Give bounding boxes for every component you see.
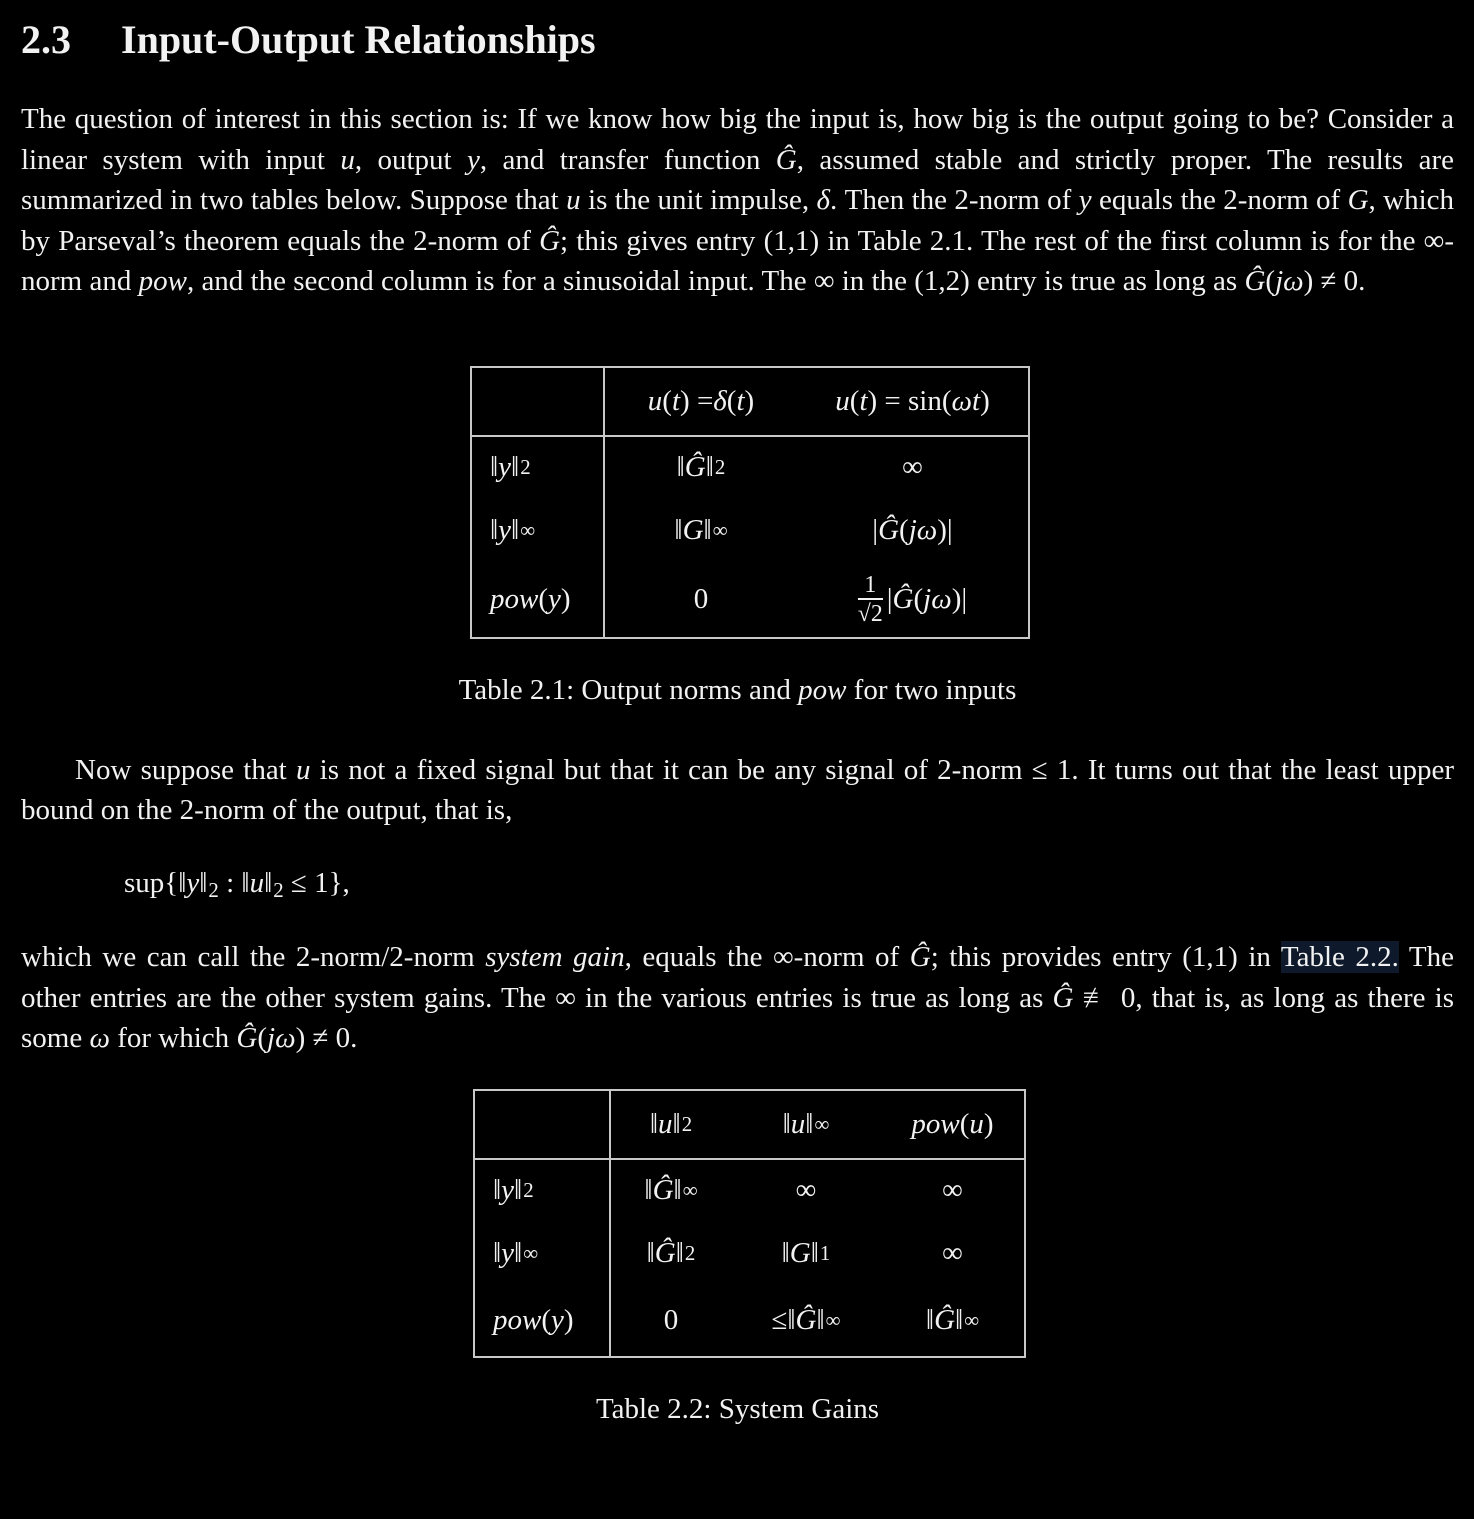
table-2-2-col-header-uinf: ‖ u ‖ ∞	[731, 1091, 881, 1160]
table-2-2-col-header-powu: pow ( u )	[881, 1091, 1024, 1160]
table-2-2-row-1-label: ‖ y ‖ 2	[475, 1160, 611, 1222]
fraction: $\frac{1}{√2}$	[857, 572, 883, 628]
paragraph-3: which we can call the 2-norm/2-norm system gain, equals the ∞-norm of Ĝ; this provides entry (1,1) in Table 2.2. The other entries are the other system gains. The ∞ in the various entries is true as long as Ĝ ≢ 0, that is, as long as there is some ω for which Ĝ(jω) ≠ 0.	[21, 941, 1455, 1055]
table-2-1-cell-2-1: ‖ G ‖ ∞	[674, 514, 728, 547]
table-2-2-cell-2-3: ∞	[942, 1237, 963, 1270]
table-2-2-caption: Table 2.2: System Gains	[595, 1392, 880, 1425]
table-2-1-col-header-impulse: u ( t ) = δ ( t )	[605, 368, 797, 437]
table-2-1-caption: Table 2.1: Output norms and pow for two inputs	[458, 673, 1017, 706]
table-2-1-container	[470, 366, 1454, 639]
table-2-1-cell-1-2: ∞	[902, 451, 923, 484]
paragraph-2: Now suppose that u is not a fixed signal but that it can be any signal of 2-norm ≤ 1. It turns out that the least upper bound on the 2-norm of the output, that is,	[21, 753, 1454, 827]
table-2-1	[470, 366, 1030, 639]
table-2-1-cell-3-2: $\frac{1}{√2}$ | Ĝ ( jω )|	[857, 572, 968, 628]
table-2-2-corner-cell	[475, 1091, 611, 1160]
section-title: Input-Output Relationships	[121, 17, 596, 62]
table-2-1-cell-1-1: ‖ Ĝ ‖ 2	[676, 451, 726, 484]
table-2-2-row-2-label: ‖ y ‖ ∞	[475, 1222, 611, 1286]
table-2-1-corner-cell	[472, 368, 605, 437]
equation-sup-norm: $sup\{‖y‖_2$ : $‖u‖_2 \le 1$},	[124, 866, 350, 902]
table-2-1-row-1-label: ‖ y ‖ 2	[472, 437, 605, 499]
table-2-2-cell-1-3: ∞	[942, 1174, 963, 1207]
table-2-1-cell-3-1: 0	[693, 583, 709, 616]
table-2-2-cell-1-1: ‖ Ĝ ‖ ∞	[644, 1174, 698, 1207]
table-2-1-col-header-sinusoid: u ( t ) = sin( ωt )	[797, 368, 1028, 437]
table-2-1-row-2-label: ‖ y ‖ ∞	[472, 499, 605, 563]
table-2-2-row-3-label: pow ( y )	[475, 1286, 611, 1356]
section-heading	[21, 16, 1454, 63]
paragraph-1: The question of interest in this section is: If we know how big the input is, how big is the output going to be? Consider a linear system with input u, output y, and transfer function Ĝ, assumed stable and strictly proper. The results are summarized in two tables below. Suppose that u is the unit impulse, δ. Then the 2-norm of y equals the 2-norm of G, which by Parseval’s theorem equals the 2-norm of Ĝ; this gives entry (1,1) in Table 2.1. The rest of the first column is for the ∞-norm and pow, and the second column is for a sinusoidal input. The ∞ in the (1,2) entry is true as long as Ĝ(jω) ≠ 0.	[21, 103, 1455, 298]
table-2-2-col-header-u2: ‖ u ‖ 2	[611, 1091, 731, 1160]
table-2-2-link[interactable]: Table 2.2.	[1280, 941, 1399, 974]
table-2-2-cell-3-2: ≤ ‖ Ĝ ‖ ∞	[771, 1304, 841, 1337]
table-2-2-cell-2-1: ‖ Ĝ ‖ 2	[646, 1237, 696, 1270]
table-2-2-cell-3-1: 0	[663, 1304, 679, 1337]
section-number: 2.3	[21, 17, 71, 62]
table-2-2	[473, 1089, 1026, 1358]
table-2-2-container	[473, 1089, 1454, 1358]
table-2-2-cell-3-3: ‖ Ĝ ‖ ∞	[925, 1304, 980, 1337]
table-2-2-cell-2-2: ‖ G ‖ 1	[781, 1237, 831, 1270]
table-2-1-row-3-label: pow ( y )	[472, 563, 605, 637]
table-2-2-cell-1-2: ∞	[795, 1174, 817, 1207]
table-2-1-cell-2-2: | Ĝ ( jω )|	[872, 514, 953, 547]
